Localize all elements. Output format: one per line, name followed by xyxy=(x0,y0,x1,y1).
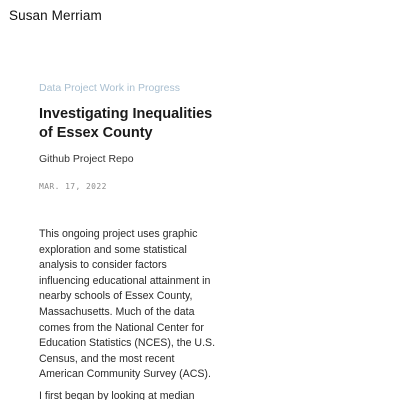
post-date: MAR. 17, 2022 xyxy=(39,182,107,191)
body-paragraph: This ongoing project uses graphic exploration and some statistical analysis to consider factors influencing educational attainment in nearby schools of Essex County, Massachusetts. Much of the data comes from the National Center for Education Statistics (NCES), the U.S. Census, and the most recent American Community Survey (ACS). xyxy=(39,228,216,381)
site-title[interactable]: Susan Merriam xyxy=(9,8,102,23)
body-paragraph: I first began by looking at median xyxy=(39,390,195,400)
github-repo-link[interactable]: Github Project Repo xyxy=(39,153,134,165)
post-title: Investigating Inequalities of Essex County xyxy=(39,106,213,141)
post-category[interactable]: Data Project Work in Progress xyxy=(39,82,181,94)
